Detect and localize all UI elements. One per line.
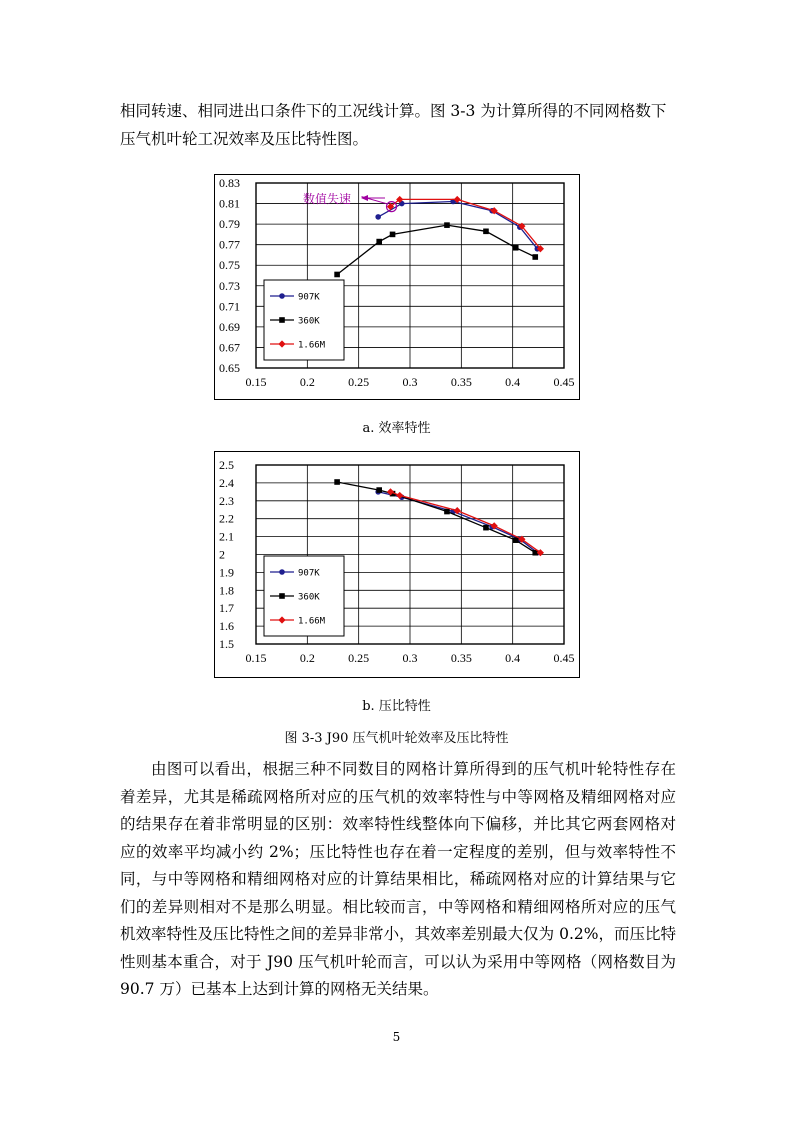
legend-entry-907k: 907K [298, 568, 320, 579]
x-tick-label: 0.25 [348, 375, 370, 389]
legend-entry-907k: 907K [298, 292, 320, 303]
pressure-ratio-chart-svg [215, 452, 579, 677]
y-tick-label: 2.3 [219, 493, 234, 508]
efficiency-chart-svg [215, 175, 579, 399]
y-tick-label: 2.2 [219, 511, 234, 526]
series-line-360k [337, 482, 535, 553]
data-point-360k [390, 232, 396, 238]
y-tick-label: 2.4 [219, 475, 234, 490]
y-tick-label: 0.83 [219, 176, 240, 190]
efficiency-chart [214, 174, 580, 400]
data-point-360k [513, 537, 519, 543]
series-line-907k [378, 202, 537, 249]
series-line-360k [337, 225, 535, 274]
x-tick-label: 0.45 [553, 375, 575, 389]
x-tick-label: 0.3 [402, 651, 418, 665]
data-point-360k [334, 272, 340, 278]
x-tick-label: 0.15 [245, 651, 267, 665]
annotation-arrowhead [361, 195, 368, 201]
y-tick-label: 0.71 [219, 299, 240, 314]
y-tick-label: 0.67 [219, 340, 240, 355]
x-tick-label: 0.15 [245, 375, 267, 389]
legend-entry-166m: 1.66M [298, 340, 326, 351]
x-tick-label: 0.3 [402, 375, 418, 389]
intro-paragraph: 相同转速、相同进出口条件下的工况线计算。图 3-3 为计算所得的不同网格数下压气机叶轮工况效率及压比特性图。 [120, 102, 667, 148]
y-tick-label: 1.9 [219, 565, 234, 580]
y-tick-label: 0.69 [219, 319, 240, 334]
y-tick-label: 0.77 [219, 237, 240, 252]
page-number: 5 [392, 1030, 401, 1044]
y-tick-label: 2.5 [219, 458, 234, 472]
data-point-907k [375, 214, 381, 220]
y-tick-label: 1.5 [219, 637, 234, 651]
data-point-360k [444, 509, 450, 515]
pressure-ratio-chart-caption: b. 压比特性 [362, 699, 431, 714]
y-tick-label: 2 [219, 547, 225, 562]
legend-entry-360k: 360K [298, 592, 320, 603]
legend-marker [279, 317, 285, 323]
efficiency-chart-caption: a. 效率特性 [362, 421, 431, 436]
x-tick-label: 0.35 [450, 651, 472, 665]
data-point-360k [513, 245, 519, 251]
stall-annotation-label: 数值失速 [303, 192, 352, 206]
y-tick-label: 2.1 [219, 529, 234, 544]
legend-entry-166m: 1.66M [298, 616, 326, 627]
x-tick-label: 0.45 [553, 651, 575, 665]
y-tick-label: 1.7 [219, 601, 234, 616]
data-point-360k [532, 254, 538, 260]
y-tick-label: 0.73 [219, 278, 240, 293]
x-tick-label: 0.4 [505, 651, 521, 665]
y-tick-label: 0.81 [219, 196, 240, 211]
y-tick-label: 0.75 [219, 258, 240, 273]
x-tick-label: 0.2 [299, 651, 315, 665]
legend-marker [279, 293, 285, 299]
x-tick-label: 0.2 [299, 375, 315, 389]
data-point-360k [334, 479, 340, 485]
x-tick-label: 0.25 [348, 651, 370, 665]
pressure-ratio-chart [214, 451, 580, 678]
y-tick-label: 1.8 [219, 583, 234, 598]
y-tick-label: 1.6 [219, 619, 234, 634]
figure-caption: 图 3-3 J90 压气机叶轮效率及压比特性 [284, 731, 509, 746]
data-point-360k [376, 487, 382, 493]
legend-entry-360k: 360K [298, 316, 320, 327]
data-point-360k [376, 239, 382, 245]
legend-marker [279, 593, 285, 599]
data-point-360k [444, 222, 450, 228]
legend-marker [279, 569, 285, 575]
body-paragraph: 由图可以看出，根据三种不同数目的网格计算所得到的压气机叶轮特性存在着差异，尤其是稀疏网格所对应的压气机的效率特性与中等网格及精细网格对应的结果存在着非常明显的区别：效率特性线整体向下偏移，并比其它两套网格对应的效率平均减小约 2%；压比特性也存在着一定程度的差别，但与效率特性不同，与中等网格和精细网格对应的计算结果相比，稀疏网格对应的计算结果与它们的差异则相对不是那么明显。相比较而言，中等网格和精细网格所对应的压气机效率特性及压比特性之间的差异非常小，其效率差别最大仅为 0.2%，而压比特性则基本重合，对于 J90 压气机叶轮而言，可以认为采用中等网格（网格数目为 90.7 万）已基本上达到计算的网格无关结果。 [120, 760, 676, 998]
y-tick-label: 0.65 [219, 361, 240, 375]
y-tick-label: 0.79 [219, 217, 240, 232]
x-tick-label: 0.35 [450, 375, 472, 389]
data-point-360k [483, 525, 489, 531]
data-point-360k [483, 229, 489, 235]
x-tick-label: 0.4 [505, 375, 521, 389]
